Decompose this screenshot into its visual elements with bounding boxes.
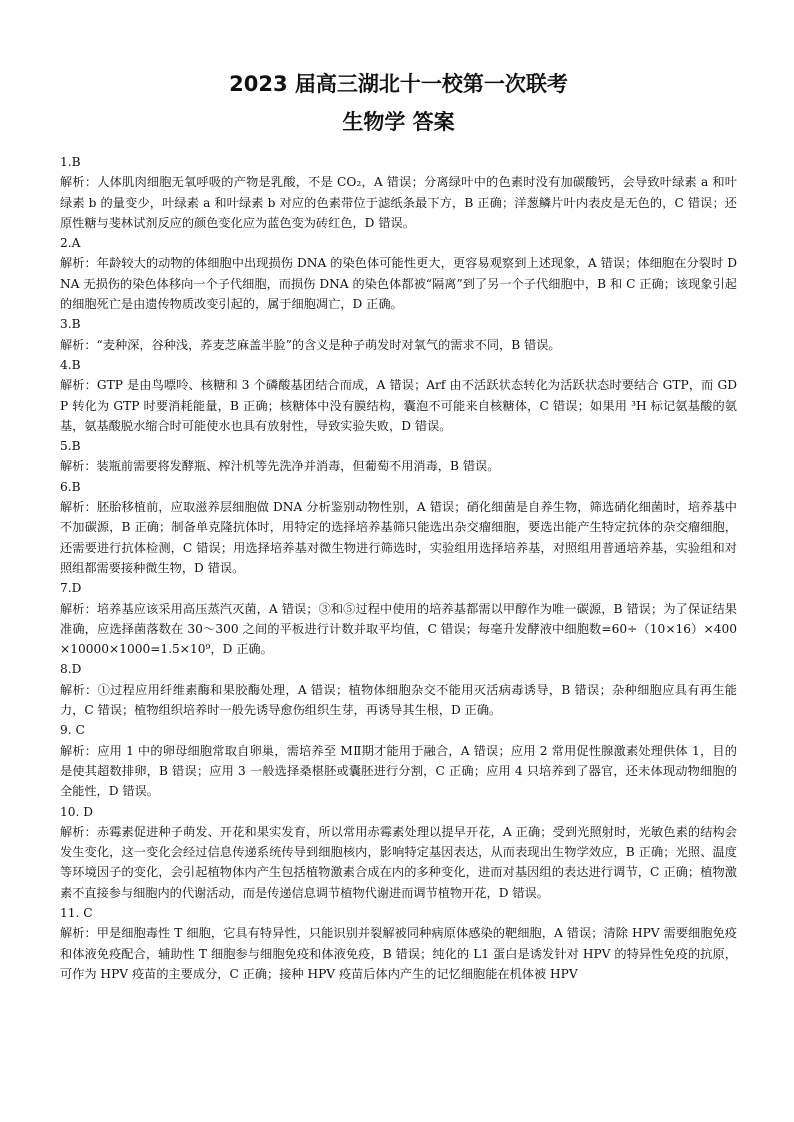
question-3 [60,314,737,355]
question-number: 1.B [60,155,81,169]
question-10 [60,802,737,903]
question-explanation: 解析：①过程应用纤维素酶和果胶酶处理，A 错误；植物体细胞杂交不能用灭活病毒诱导，B 错误；杂种细胞应具有再生能力，C 错误；植物组织培养时一般先诱导愈伤组织生芽，再诱导其生根，D 正确。 [60,682,737,718]
question-explanation: 解析：培养基应该采用高压蒸汽灭菌，A 错误；③和⑤过程中使用的培养基都需以甲醇作为唯一碳源，B 错误；为了保证结果准确，应选择菌落数在 30～300 之间的平板进行计数并取平均值，C 错误；每毫升发酵液中细胞数=60÷（10×16）×400×10000×1000=1.5×10⁹，D 正确。 [60,601,737,657]
question-number: 7.D [60,581,82,596]
question-number: 10. D [60,804,94,819]
question-explanation: 解析：“麦种深，谷种浅，荞麦芝麻盖半脸”的含义是种子萌发时对氧气的需求不同，B 错误。 [60,337,561,352]
question-explanation: 解析：年龄较大的动物的体细胞中出现损伤 DNA 的染色体可能性更大，更容易观察到上述现象，A 错误；体细胞在分裂时 DNA 无损伤的染色体移向一个子代细胞，而损伤 DNA 的染色体都被“隔离”到了另一个子代细胞中，B 和 C 正确；该现象引起的细胞死亡是由遗传物质改变引起的，属于细胞凋亡，D 正确。 [60,256,737,312]
question-explanation: 解析：应用 1 中的卵母细胞常取自卵巢，需培养至 MⅡ期才能用于融合，A 错误；应用 2 常用促性腺激素处理供体 1，目的是使其超数排卵，B 错误；应用 3 一般选择桑椹胚或囊胚进行分割，C 正确；应用 4 只培养到了器官，还未体现动物细胞的全能性，D 错误。 [60,743,737,799]
question-8 [60,659,737,720]
question-explanation: 解析：甲是细胞毒性 T 细胞，它具有特异性，只能识别并裂解被同种病原体感染的靶细胞，A 错误；清除 HPV 需要细胞免疫和体液免疫配合，辅助性 T 细胞参与细胞免疫和体液免疫，B 错误；纯化的 L1 蛋白是诱发针对 HPV 的特异性免疫的抗原，可作为 HPV 疫苗的主要成分，C 正确；接种 HPV 疫苗后体内产生的记忆细胞能在机体被 HPV [60,926,737,981]
question-explanation: 解析：赤霉素促进种子萌发、开花和果实发育，所以常用赤霉素处理以提早开花，A 正确；受到光照射时，光敏色素的结构会发生变化，这一变化会经过信息传递系统传导到细胞核内，影响特定基因表达，从而表现出生物学效应，B 正确；光照、温度等环境因子的变化，会引起植物体内产生包括植物激素合成在内的多种变化，进而对基因组的表达进行调节，C 正确；植物激素不直接参与细胞内的代谢活动，而是传递信息调节植物代谢进而调节植物开花，D 错误。 [60,824,737,900]
question-5 [60,436,737,477]
question-9 [60,720,737,801]
question-explanation: 解析：装瓶前需要将发酵瓶、榨汁机等先洗净并消毒，但葡萄不用消毒，B 错误。 [60,459,500,474]
question-number: 11. C [60,905,93,920]
question-number: 5.B [60,439,81,454]
question-number: 2.A [60,236,81,251]
question-7 [60,578,737,659]
question-number: 4.B [60,357,81,372]
question-number: 9. C [60,723,85,738]
question-1 [60,152,737,233]
question-number: 6.B [60,479,81,494]
question-explanation: 解析：人体肌肉细胞无氧呼吸的产物是乳酸，不是 CO₂，A 错误；分离绿叶中的色素时没有加碳酸钙，会导致叶绿素 a 和叶绿素 b 的量变少，叶绿素 a 和叶绿素 b 对应的色素带位于滤纸条最下方，B 正确；洋葱鳞片叶内表皮是无色的，C 错误；还原性糖与斐林试剂反应的颜色变化应为蓝色变为砖红色，D 错误。 [60,175,737,230]
question-4 [60,355,737,436]
question-explanation: 解析：GTP 是由鸟嘌呤、核糖和 3 个磷酸基团结合而成，A 错误；Arf 由不活跃状态转化为活跃状态时要结合 GTP，而 GDP 转化为 GTP 时要消耗能量，B 正确；核糖体中没有膜结构，囊泡不可能来自核糖体，C 错误；如果用 ³H 标记氨基酸的氨基，氨基酸脱水缩合时可能使水也具有放射性，导致实验失败，D 错误。 [60,378,737,433]
question-explanation: 解析：胚胎移植前，应取滋养层细胞做 DNA 分析鉴别动物性别，A 错误；硝化细菌是自养生物，筛选硝化细菌时，培养基中不加碳源，B 正确；制备单克隆抗体时，用特定的选择培养基筛只能选出杂交瘤细胞，要选出能产生特定抗体的杂交瘤细胞，还需要进行抗体检测，C 错误；用选择培养基对微生物进行筛选时，实验组用选择培养基，对照组用普通培养基，实验组和对照组都需要接种微生物，D 错误。 [60,500,737,575]
page-title: 2023 届高三湖北十一校第一次联考 [229,72,568,96]
question-number: 3.B [60,317,81,332]
question-2 [60,233,737,314]
page-subtitle: 生物学 答案 [342,110,455,134]
question-11 [60,903,737,984]
question-6 [60,477,737,578]
question-number: 8.D [60,662,82,677]
